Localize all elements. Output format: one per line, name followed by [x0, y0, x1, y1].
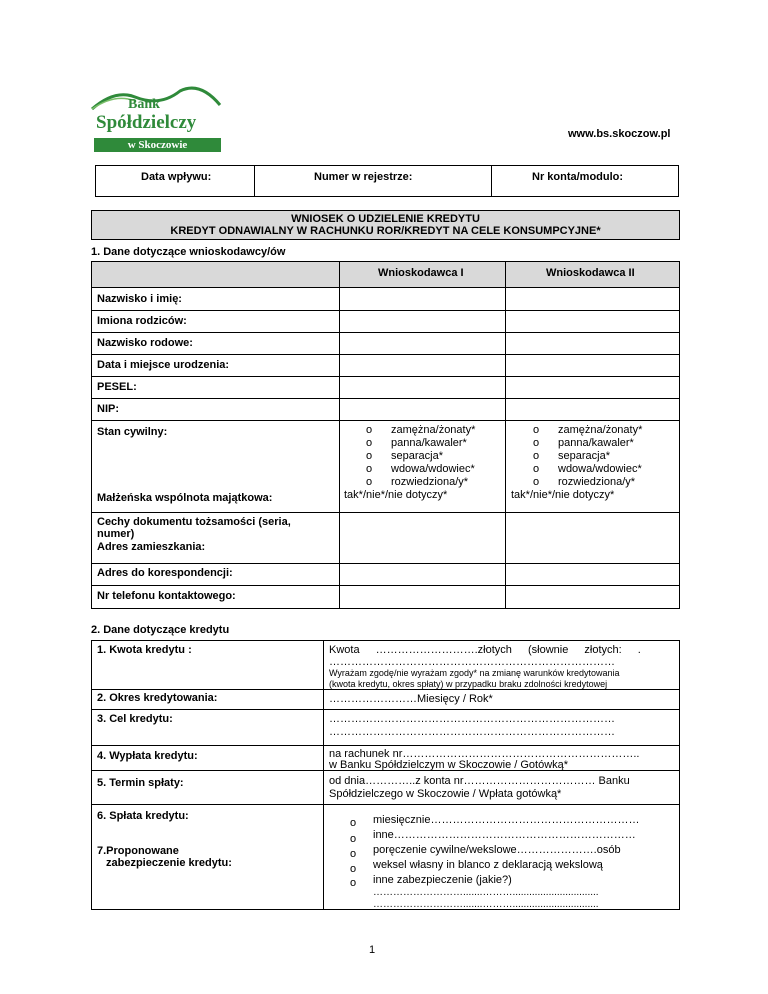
purpose-label: 3. Cel kredytu:	[97, 713, 173, 725]
amount-label: 1. Kwota kredytu :	[97, 644, 192, 656]
repay-option[interactable]: inne…………………………………………………………	[373, 829, 636, 841]
section1-heading: 1. Dane dotyczące wnioskodawcy/ów	[91, 246, 286, 258]
amount-note2: (kwota kredytu, okres spłaty) w przypadku braku zdolności kredytowej	[329, 679, 608, 689]
bullet: o	[366, 450, 373, 462]
civil-option[interactable]: wdowa/wdowiec*	[558, 463, 642, 475]
repayment-label: 6. Spłata kredytu:	[97, 810, 189, 822]
property-options[interactable]: tak*/nie*/nie dotyczy*	[344, 489, 448, 501]
bullet: o	[533, 463, 540, 475]
repay-option[interactable]: miesięcznie…………………………………………………	[373, 814, 640, 826]
bullet: o	[533, 450, 540, 462]
logo-skoczow-bar	[94, 138, 221, 152]
civil-option[interactable]: separacja*	[558, 450, 610, 462]
form-title-line2: KREDYT ODNAWIALNY W RACHUNKU ROR/KREDYT NA CELE KONSUMPCYJNE*	[170, 225, 601, 237]
account-number-label: Nr konta/modulo:	[532, 171, 624, 183]
purpose-line2[interactable]: ……………………………………………………………………	[329, 726, 615, 738]
payout-line1[interactable]: na rachunek nr………………………………………………………..	[329, 748, 640, 760]
property-options[interactable]: tak*/nie*/nie dotyczy*	[511, 489, 615, 501]
amount-line2[interactable]: ……………………………………………………………………	[329, 656, 615, 668]
security-option[interactable]: poręczenie cywilne/wekslowe………………….osób	[373, 844, 621, 856]
page-number: 1	[369, 944, 376, 956]
bullet: o	[350, 833, 357, 845]
phone-label: Nr telefonu kontaktowego:	[97, 590, 236, 602]
civil-option[interactable]: panna/kawaler*	[391, 437, 467, 449]
security-option[interactable]: weksel własny in blanco z deklaracją wekslową	[373, 859, 603, 871]
bullet: o	[366, 476, 373, 488]
civil-status-label: Stan cywilny:	[97, 426, 168, 438]
id-doc-label: Cechy dokumentu tożsamości (seria, numer)	[97, 516, 291, 540]
logo-spoldzielczy-text: Spółdzielczy	[96, 112, 197, 133]
amount-note1: Wyrażam zgodę/nie wyrażam zgody* na zmianę warunków kredytowania	[329, 668, 620, 678]
civil-option[interactable]: zamężna/żonaty*	[391, 424, 476, 436]
security-dots-line1[interactable]: ……………………….......………...............................	[373, 887, 599, 898]
security-label-line2: zabezpieczenie kredytu:	[106, 857, 232, 869]
form-title	[91, 210, 680, 240]
civil-option[interactable]: wdowa/wdowiec*	[391, 463, 475, 475]
payout-line2[interactable]: w Banku Spółdzielczym w Skoczowie / Gotówką*	[329, 759, 569, 771]
civil-option[interactable]: rozwiedziona/y*	[558, 476, 636, 488]
applicant2-header: Wnioskodawca II	[546, 267, 635, 279]
civil-option[interactable]: panna/kawaler*	[558, 437, 634, 449]
bullet: o	[350, 863, 357, 875]
name-label: Nazwisko i imię:	[97, 293, 182, 305]
bullet: o	[366, 437, 373, 449]
birth-label: Data i miejsce urodzenia:	[97, 359, 230, 371]
bullet: o	[350, 848, 357, 860]
pesel-label: PESEL:	[97, 381, 137, 393]
nip-label: NIP:	[97, 403, 119, 415]
security-option[interactable]: inne zabezpieczenie (jakie?)	[373, 874, 512, 886]
civil-option[interactable]: separacja*	[391, 450, 443, 462]
period-label-text: 2. Okres kredytowania:	[97, 692, 218, 704]
bullet: o	[533, 437, 540, 449]
logo-bank-text: Bank	[128, 97, 160, 112]
purpose-line1[interactable]: ……………………………………………………………………	[329, 713, 615, 725]
bullet: o	[533, 476, 540, 488]
registry-number-label: Numer w rejestrze:	[314, 171, 413, 183]
civil-option[interactable]: rozwiedziona/y*	[391, 476, 469, 488]
bank-logo	[90, 83, 223, 153]
civil-option[interactable]: zamężna/żonaty*	[558, 424, 643, 436]
amount-line1[interactable]: Kwota ……………………….złotych (słownie złotych: .	[329, 644, 641, 656]
payout-label: 4. Wypłata kredytu:	[97, 750, 198, 762]
bullet: o	[366, 463, 373, 475]
logo-skoczow-text: w Skoczowie	[127, 139, 188, 151]
section2-heading: 2. Dane dotyczące kredytu	[91, 624, 230, 636]
website-url: www.bs.skoczow.pl	[568, 128, 671, 140]
bullet: o	[350, 817, 357, 829]
period-label	[97, 692, 217, 704]
security-dots-line2[interactable]: ……………………….......………...............................	[373, 899, 599, 910]
address-label: Adres zamieszkania:	[97, 541, 206, 553]
parents-label: Imiona rodziców:	[97, 315, 187, 327]
bullet: o	[366, 424, 373, 436]
applicant1-header: Wnioskodawca I	[378, 267, 464, 279]
corr-address-label: Adres do korespondencji:	[97, 567, 233, 579]
security-label-line1: 7.Proponowane	[97, 845, 179, 857]
property-label: Małżeńska wspólnota majątkowa:	[97, 492, 273, 504]
repay-line2[interactable]: Spółdzielczego w Skoczowie / Wpłata gotówką*	[329, 788, 562, 800]
period-value[interactable]: ……………………Miesięcy / Rok*	[329, 693, 493, 705]
form-title-line1: WNIOSEK O UDZIELENIE KREDYTU	[291, 213, 480, 225]
repay-line1[interactable]: od dnia…………..z konta nr……………………………… Banku	[329, 775, 630, 787]
bullet: o	[533, 424, 540, 436]
date-received-label: Data wpływu:	[141, 171, 212, 183]
bullet: o	[350, 877, 357, 889]
family-name-label: Nazwisko rodowe:	[97, 337, 193, 349]
repay-date-label: 5. Termin spłaty:	[97, 777, 184, 789]
